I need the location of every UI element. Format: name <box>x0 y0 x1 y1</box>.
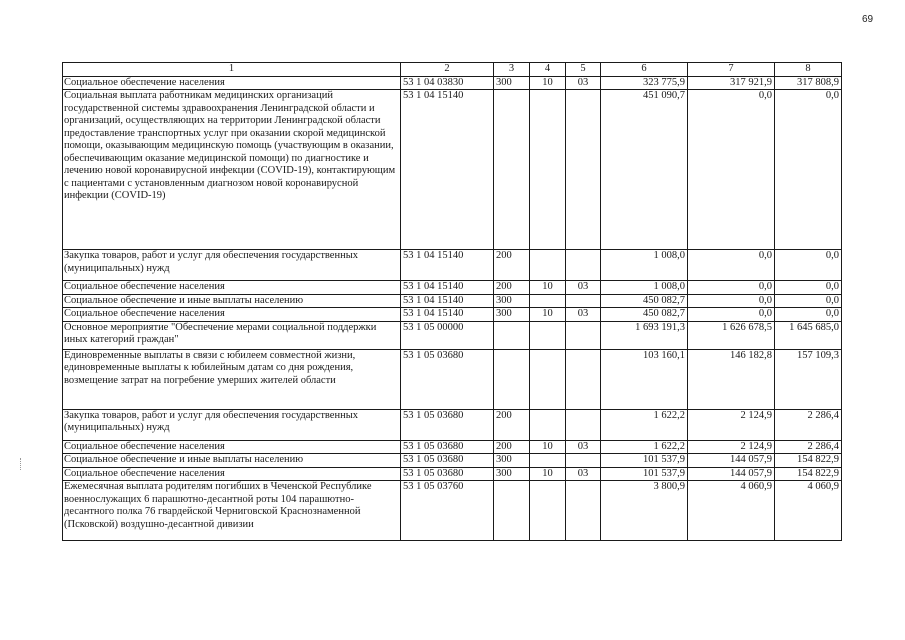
table-cell-amount-year3: 1 645 685,0 <box>775 321 842 349</box>
table-cell-section <box>530 349 566 409</box>
table-cell-expense-type <box>494 321 530 349</box>
column-header: 2 <box>401 63 494 77</box>
table-cell-name: Социальная выплата работникам медицинских организаций государственной системы здравоохранения Ленинградской области и организаций, осуществляющих на территории Ленинградской области предоставление транспортных услуг при оказании скорой медицинской помощи, оказывающим медицинскую помощь (участвующим в оказании, обеспечивающим оказание медицинской помощи) по диагностике и лечению новой коронавирусной инфекции (COVID-19), контактирующим с пациентами с установленным диагнозом новой коронавирусной инфекции (COVID-19) <box>63 90 401 250</box>
table-cell-code: 53 1 05 03680 <box>401 349 494 409</box>
table-cell-amount-year1: 1 622,2 <box>601 440 688 454</box>
table-cell-amount-year1: 451 090,7 <box>601 90 688 250</box>
table-cell-subsection <box>566 294 601 308</box>
table-cell-code: 53 1 04 15140 <box>401 281 494 295</box>
table-cell-amount-year3: 157 109,3 <box>775 349 842 409</box>
table-cell-name: Социальное обеспечение населения <box>63 440 401 454</box>
column-header: 7 <box>688 63 775 77</box>
table-cell-name: Социальное обеспечение и иные выплаты населению <box>63 454 401 468</box>
table-row <box>63 481 842 541</box>
table-cell-amount-year3: 0,0 <box>775 90 842 250</box>
table-cell-amount-year1: 1 622,2 <box>601 409 688 440</box>
table-cell-section: 10 <box>530 308 566 322</box>
table-cell-expense-type <box>494 349 530 409</box>
table-cell-code: 53 1 05 03680 <box>401 454 494 468</box>
table-cell-name: Социальное обеспечение и иные выплаты населению <box>63 294 401 308</box>
table-cell-expense-type: 300 <box>494 454 530 468</box>
table-cell-amount-year1: 450 082,7 <box>601 308 688 322</box>
budget-table <box>62 62 842 541</box>
table-row <box>63 409 842 440</box>
table-cell-expense-type <box>494 481 530 541</box>
column-header: 3 <box>494 63 530 77</box>
table-cell-expense-type: 300 <box>494 294 530 308</box>
table-cell-subsection <box>566 90 601 250</box>
table-cell-section: 10 <box>530 281 566 295</box>
table-cell-amount-year3: 4 060,9 <box>775 481 842 541</box>
table-row <box>63 308 842 322</box>
table-row <box>63 454 842 468</box>
table-cell-code: 53 1 04 03830 <box>401 76 494 90</box>
table-cell-amount-year3: 154 822,9 <box>775 467 842 481</box>
table-row <box>63 281 842 295</box>
table-cell-expense-type: 300 <box>494 308 530 322</box>
table-cell-subsection <box>566 409 601 440</box>
table-cell-section <box>530 90 566 250</box>
table-cell-name: Социальное обеспечение населения <box>63 76 401 90</box>
table-cell-amount-year2: 0,0 <box>688 281 775 295</box>
table-cell-name: Единовременные выплаты в связи с юбилеем совместной жизни, единовременные выплаты к юбилейным датам со дня рождения, возмещение затрат на погребение умерших жителей области <box>63 349 401 409</box>
table-cell-expense-type: 200 <box>494 409 530 440</box>
table-cell-code: 53 1 04 15140 <box>401 294 494 308</box>
table-row <box>63 90 842 250</box>
table-cell-section <box>530 409 566 440</box>
table-cell-code: 53 1 04 15140 <box>401 250 494 281</box>
table-cell-code: 53 1 04 15140 <box>401 90 494 250</box>
table-cell-subsection <box>566 250 601 281</box>
table-cell-subsection: 03 <box>566 467 601 481</box>
table-cell-amount-year2: 4 060,9 <box>688 481 775 541</box>
table-cell-expense-type: 200 <box>494 440 530 454</box>
table-cell-amount-year2: 0,0 <box>688 250 775 281</box>
table-cell-amount-year3: 2 286,4 <box>775 409 842 440</box>
table-cell-name: Социальное обеспечение населения <box>63 467 401 481</box>
table-cell-amount-year2: 1 626 678,5 <box>688 321 775 349</box>
table-cell-amount-year1: 103 160,1 <box>601 349 688 409</box>
table-cell-section <box>530 250 566 281</box>
table-cell-amount-year1: 450 082,7 <box>601 294 688 308</box>
table-cell-subsection <box>566 481 601 541</box>
table-cell-amount-year3: 0,0 <box>775 308 842 322</box>
table-cell-amount-year3: 317 808,9 <box>775 76 842 90</box>
table-cell-amount-year3: 154 822,9 <box>775 454 842 468</box>
table-cell-subsection: 03 <box>566 308 601 322</box>
table-cell-expense-type: 200 <box>494 281 530 295</box>
table-row <box>63 76 842 90</box>
table-cell-amount-year1: 1 008,0 <box>601 281 688 295</box>
table-cell-amount-year2: 2 124,9 <box>688 440 775 454</box>
table-cell-amount-year2: 0,0 <box>688 90 775 250</box>
table-cell-amount-year2: 0,0 <box>688 308 775 322</box>
table-row <box>63 321 842 349</box>
table-cell-subsection: 03 <box>566 76 601 90</box>
column-header: 4 <box>530 63 566 77</box>
scan-artifact <box>20 458 23 470</box>
table-cell-amount-year3: 0,0 <box>775 281 842 295</box>
table-cell-expense-type: 300 <box>494 467 530 481</box>
table-row <box>63 250 842 281</box>
table-cell-amount-year1: 1 008,0 <box>601 250 688 281</box>
table-cell-section <box>530 321 566 349</box>
table-cell-expense-type: 200 <box>494 250 530 281</box>
table-cell-amount-year1: 3 800,9 <box>601 481 688 541</box>
table-cell-code: 53 1 05 03680 <box>401 409 494 440</box>
table-cell-code: 53 1 04 15140 <box>401 308 494 322</box>
table-cell-amount-year3: 0,0 <box>775 250 842 281</box>
table-cell-name: Закупка товаров, работ и услуг для обеспечения государственных (муниципальных) нужд <box>63 409 401 440</box>
table-cell-amount-year2: 146 182,8 <box>688 349 775 409</box>
table-cell-amount-year2: 0,0 <box>688 294 775 308</box>
table-cell-subsection <box>566 454 601 468</box>
table-cell-amount-year3: 2 286,4 <box>775 440 842 454</box>
table-cell-amount-year2: 317 921,9 <box>688 76 775 90</box>
table-cell-section <box>530 454 566 468</box>
page-number: 69 <box>862 14 874 25</box>
table-cell-subsection: 03 <box>566 440 601 454</box>
table-cell-section <box>530 481 566 541</box>
table-cell-amount-year2: 2 124,9 <box>688 409 775 440</box>
table-row <box>63 467 842 481</box>
table-cell-amount-year1: 101 537,9 <box>601 467 688 481</box>
table-cell-subsection <box>566 321 601 349</box>
table-cell-expense-type: 300 <box>494 76 530 90</box>
table-row <box>63 294 842 308</box>
table-row <box>63 349 842 409</box>
table-cell-section: 10 <box>530 440 566 454</box>
table-cell-amount-year2: 144 057,9 <box>688 467 775 481</box>
table-cell-name: Основное мероприятие "Обеспечение мерами социальной поддержки иных категорий граждан" <box>63 321 401 349</box>
table-cell-code: 53 1 05 03680 <box>401 467 494 481</box>
table-cell-subsection <box>566 349 601 409</box>
table-cell-subsection: 03 <box>566 281 601 295</box>
table-cell-expense-type <box>494 90 530 250</box>
table-cell-name: Ежемесячная выплата родителям погибших в Чеченской Республике военнослужащих 6 парашютно-десантной роты 104 парашютно-десантного полка 76 гвардейской Черниговской Краснознаменной (Псковской) воздушно-десантной дивизии <box>63 481 401 541</box>
column-header: 5 <box>566 63 601 77</box>
table-cell-code: 53 1 05 03680 <box>401 440 494 454</box>
column-header: 6 <box>601 63 688 77</box>
table-cell-code: 53 1 05 03760 <box>401 481 494 541</box>
table-cell-amount-year1: 1 693 191,3 <box>601 321 688 349</box>
column-header: 1 <box>63 63 401 77</box>
table-cell-name: Закупка товаров, работ и услуг для обеспечения государственных (муниципальных) нужд <box>63 250 401 281</box>
column-header: 8 <box>775 63 842 77</box>
table-cell-amount-year1: 323 775,9 <box>601 76 688 90</box>
table-cell-amount-year3: 0,0 <box>775 294 842 308</box>
table-cell-amount-year1: 101 537,9 <box>601 454 688 468</box>
table-row <box>63 440 842 454</box>
table-cell-section: 10 <box>530 76 566 90</box>
table-header-row <box>63 63 842 77</box>
table-cell-code: 53 1 05 00000 <box>401 321 494 349</box>
table-cell-section <box>530 294 566 308</box>
table-cell-name: Социальное обеспечение населения <box>63 281 401 295</box>
table-cell-amount-year2: 144 057,9 <box>688 454 775 468</box>
table-cell-section: 10 <box>530 467 566 481</box>
table-cell-name: Социальное обеспечение населения <box>63 308 401 322</box>
